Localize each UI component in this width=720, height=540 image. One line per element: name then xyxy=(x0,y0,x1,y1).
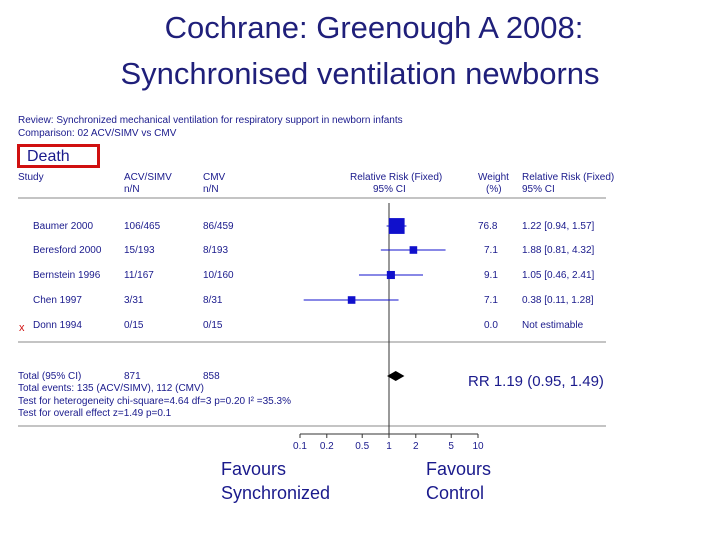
row-rr-text: 1.05 [0.46, 2.41] xyxy=(522,270,595,281)
excluded-study-marker: x xyxy=(19,322,25,334)
col-header-rr-sub: 95% CI xyxy=(373,184,406,195)
favours-right-line1: Favours xyxy=(426,459,492,479)
row-group1: 0/15 xyxy=(124,320,144,331)
favours-left-line2: Synchronized xyxy=(221,483,331,503)
row-group2: 10/160 xyxy=(203,270,234,281)
pooled-rr-annotation: RR 1.19 (0.95, 1.49) xyxy=(468,373,604,390)
row-weight: 7.1 xyxy=(484,295,498,306)
col-header-study: Study xyxy=(18,172,44,183)
x-axis-tick-label: 0.1 xyxy=(293,441,307,452)
row-group1: 3/31 xyxy=(124,295,144,306)
row-group2: 86/459 xyxy=(203,221,234,232)
totals-label: Total (95% CI) xyxy=(18,371,82,382)
totals-group1: 871 xyxy=(124,371,141,382)
row-group2: 0/15 xyxy=(203,320,223,331)
heterogeneity-test: Test for heterogeneity chi-square=4.64 df=3 p=0.20 I² =35.3% xyxy=(18,396,291,407)
x-axis-tick-label: 2 xyxy=(413,441,419,452)
col-header-group1: ACV/SIMV xyxy=(124,172,172,183)
row-weight: 7.1 xyxy=(484,245,498,256)
col-header-weight-sub: (%) xyxy=(486,184,502,195)
row-rr-text: Not estimable xyxy=(522,320,584,331)
x-axis-tick-label: 1 xyxy=(386,441,392,452)
study-marker xyxy=(389,218,405,234)
row-weight: 76.8 xyxy=(478,221,498,232)
row-study-name: Beresford 2000 xyxy=(33,245,102,256)
x-axis-tick-label: 0.2 xyxy=(319,441,334,452)
col-header-rr-text-sub: 95% CI xyxy=(522,184,555,195)
col-header-group1-sub: n/N xyxy=(124,184,140,195)
row-group2: 8/193 xyxy=(203,245,229,256)
row-group1: 11/167 xyxy=(124,270,154,281)
row-group2: 8/31 xyxy=(203,295,223,306)
favours-right-line2: Control xyxy=(426,483,485,503)
row-rr-text: 0.38 [0.11, 1.28] xyxy=(522,295,594,306)
row-rr-text: 1.88 [0.81, 4.32] xyxy=(522,245,595,256)
slide-title-line2: Synchronised ventilation newborns xyxy=(120,56,600,91)
study-marker xyxy=(410,246,418,254)
outcome-label: Death xyxy=(17,144,100,168)
slide-title-line1: Cochrane: Greenough A 2008: xyxy=(164,10,584,45)
row-group1: 106/465 xyxy=(124,221,161,232)
totals-group2: 858 xyxy=(203,371,220,382)
col-header-rr: Relative Risk (Fixed) xyxy=(350,172,443,183)
row-study-name: Donn 1994 xyxy=(33,320,82,331)
comparison-line: Comparison: 02 ACV/SIMV vs CMV xyxy=(18,128,177,139)
row-group1: 15/193 xyxy=(124,245,155,256)
col-header-rr-text: Relative Risk (Fixed) xyxy=(522,172,615,183)
row-rr-text: 1.22 [0.94, 1.57] xyxy=(522,221,595,232)
row-study-name: Chen 1997 xyxy=(33,295,82,306)
study-marker xyxy=(348,296,356,304)
favours-left-line1: Favours xyxy=(221,459,287,479)
col-header-weight: Weight xyxy=(478,172,509,183)
row-weight: 9.1 xyxy=(484,270,498,281)
review-line: Review: Synchronized mechanical ventilation for respiratory support in newborn infants xyxy=(18,115,403,126)
row-study-name: Bernstein 1996 xyxy=(33,270,101,281)
x-axis-tick-label: 5 xyxy=(448,441,454,452)
col-header-group2: CMV xyxy=(203,172,226,183)
study-marker xyxy=(387,271,395,279)
overall-effect-test: Test for overall effect z=1.49 p=0.1 xyxy=(18,408,172,419)
col-header-group2-sub: n/N xyxy=(203,184,219,195)
pooled-diamond xyxy=(387,371,404,381)
row-weight: 0.0 xyxy=(484,320,498,331)
x-axis-tick-label: 10 xyxy=(472,441,484,452)
x-axis-tick-label: 0.5 xyxy=(355,441,370,452)
row-study-name: Baumer 2000 xyxy=(33,221,94,232)
totals-events: Total events: 135 (ACV/SIMV), 112 (CMV) xyxy=(18,383,204,394)
